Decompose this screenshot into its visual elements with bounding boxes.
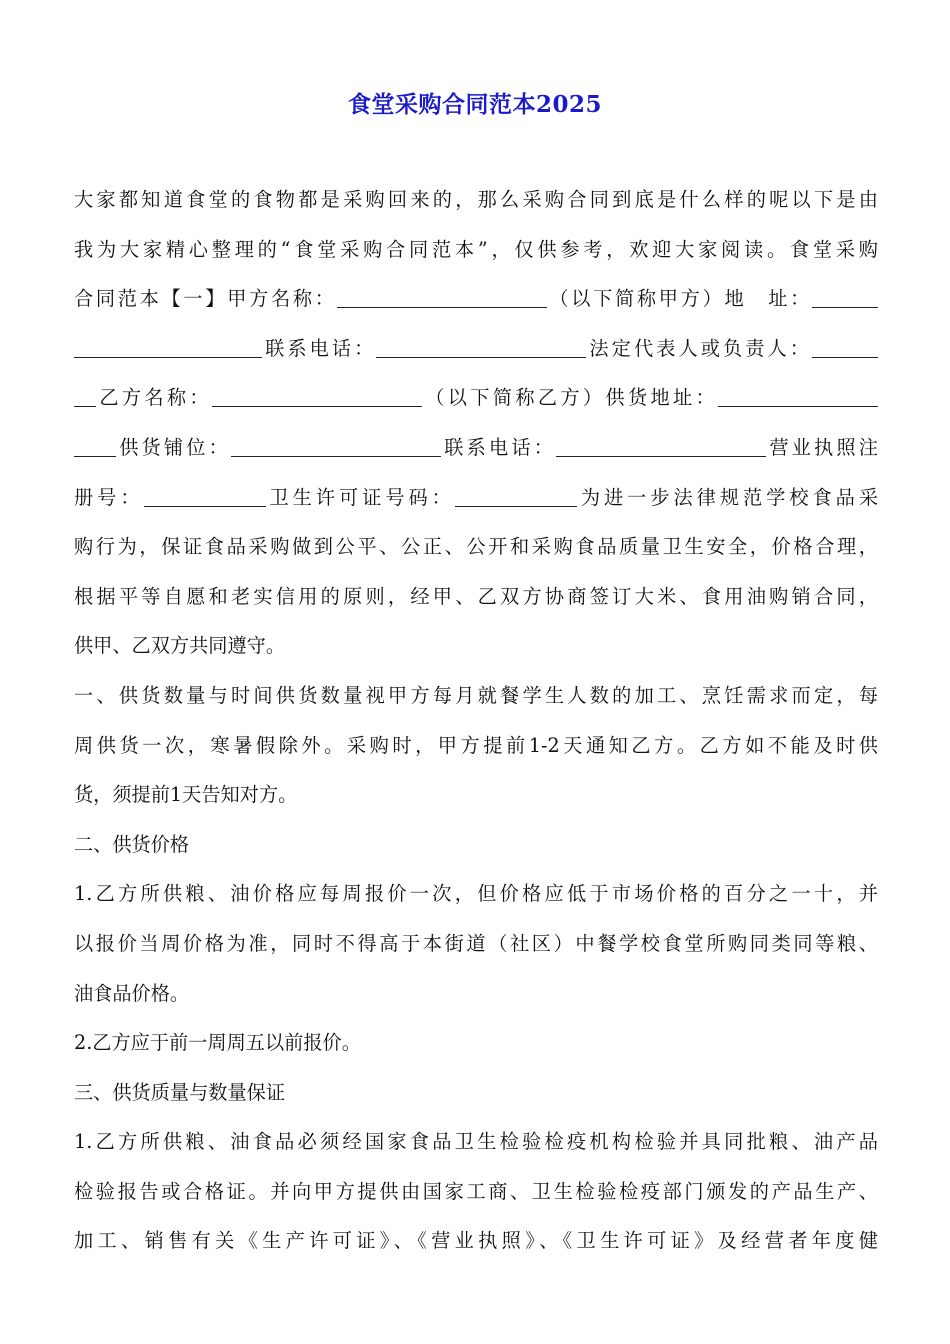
party-a-representative-blank-cont [74,386,96,407]
party-b-phone-label: 联系电话： [441,435,557,459]
section-heading: 二、供货价格 [74,832,190,856]
party-b-phone-blank [556,436,766,457]
party-a-representative-label: 法定代表人或负责人： [586,336,813,360]
party-b-name-blank [212,386,422,407]
text-line: 1.乙方所供粮、油价格应每周报价一次，但价格应低于市场价格的百分之一十，并 [74,882,878,906]
party-a-phone-blank [376,337,586,358]
text-line: 1.乙方所供粮、油食品必须经国家食品卫生检验检疫机构检验并具同批粮、油产品 [74,1130,878,1154]
text-line: 油食品价格。 [74,981,190,1005]
party-a-address-blank-cont [74,337,262,358]
text-line-party-a [74,279,878,329]
document-title: 食堂采购合同范本2025 [347,91,602,118]
registration-number-label: 册号： [74,485,144,509]
text-line-license [74,478,878,528]
party-a-representative-blank [812,337,878,358]
text-line: 根据平等自愿和老实信用的原则，经甲、乙双方协商签订大米、食用油购销合同， [74,584,878,608]
party-b-name-label: 乙方名称： [96,386,212,410]
text-line: 2.乙方应于前一周周五以前报价。 [74,1031,361,1055]
text-line: 周供货一次，寒暑假除外。采购时，甲方提前1-2天通知乙方。乙方如不能及时供 [74,733,878,757]
text-line: 购行为，保证食品采购做到公平、公正、公开和采购食品质量卫生安全，价格合理， [74,535,878,559]
text-line-party-b-stall [74,428,878,478]
party-b-stall-blank [231,436,441,457]
text-segment: 为进一步法律规范学校食品采 [576,485,878,509]
party-a-name-label: 合同范本【一】甲方名称： [74,287,337,311]
text-line: 供甲、乙双方共同遵守。 [74,634,286,658]
text-line: 货，须提前1天告知对方。 [74,783,298,807]
hygiene-permit-blank [455,486,577,507]
text-line: 以报价当周价格为准，同时不得高于本街道（社区）中餐学校食堂所购同类同等粮、 [74,931,878,955]
business-license-label: 营业执照注 [766,435,878,459]
text-line: 加工、销售有关《生产许可证》、《营业执照》、《卫生许可证》及经营者年度健 [74,1229,878,1253]
party-b-address-label: （以下简称乙方）供货地址： [421,386,719,410]
party-a-phone-label: 联系电话： [262,336,377,360]
text-line: 一、供货数量与时间供货数量视甲方每月就餐学生人数的加工、烹饪需求而定，每 [74,683,878,707]
party-b-address-blank [718,386,878,407]
party-b-address-blank-cont [74,436,116,457]
text-line-party-a-contact [74,329,878,379]
text-line: 我为大家精心整理的“食堂采购合同范本”，仅供参考，欢迎大家阅读。食堂采购 [74,237,878,261]
text-line: 检验报告或合格证。并向甲方提供由国家工商、卫生检验检疫部门颁发的产品生产、 [74,1179,878,1203]
registration-number-blank [144,486,266,507]
document-body [74,180,878,1271]
party-a-name-blank [337,287,547,308]
party-a-address-blank [812,287,878,308]
party-a-address-label: （以下简称甲方）地 址： [546,287,813,311]
hygiene-permit-label: 卫生许可证号码： [265,485,455,509]
text-line: 大家都知道食堂的食物都是采购回来的，那么采购合同到底是什么样的呢以下是由 [74,188,878,211]
party-b-stall-label: 供货铺位： [116,435,232,459]
section-heading: 三、供货质量与数量保证 [74,1080,286,1104]
text-line-party-b [74,378,878,428]
